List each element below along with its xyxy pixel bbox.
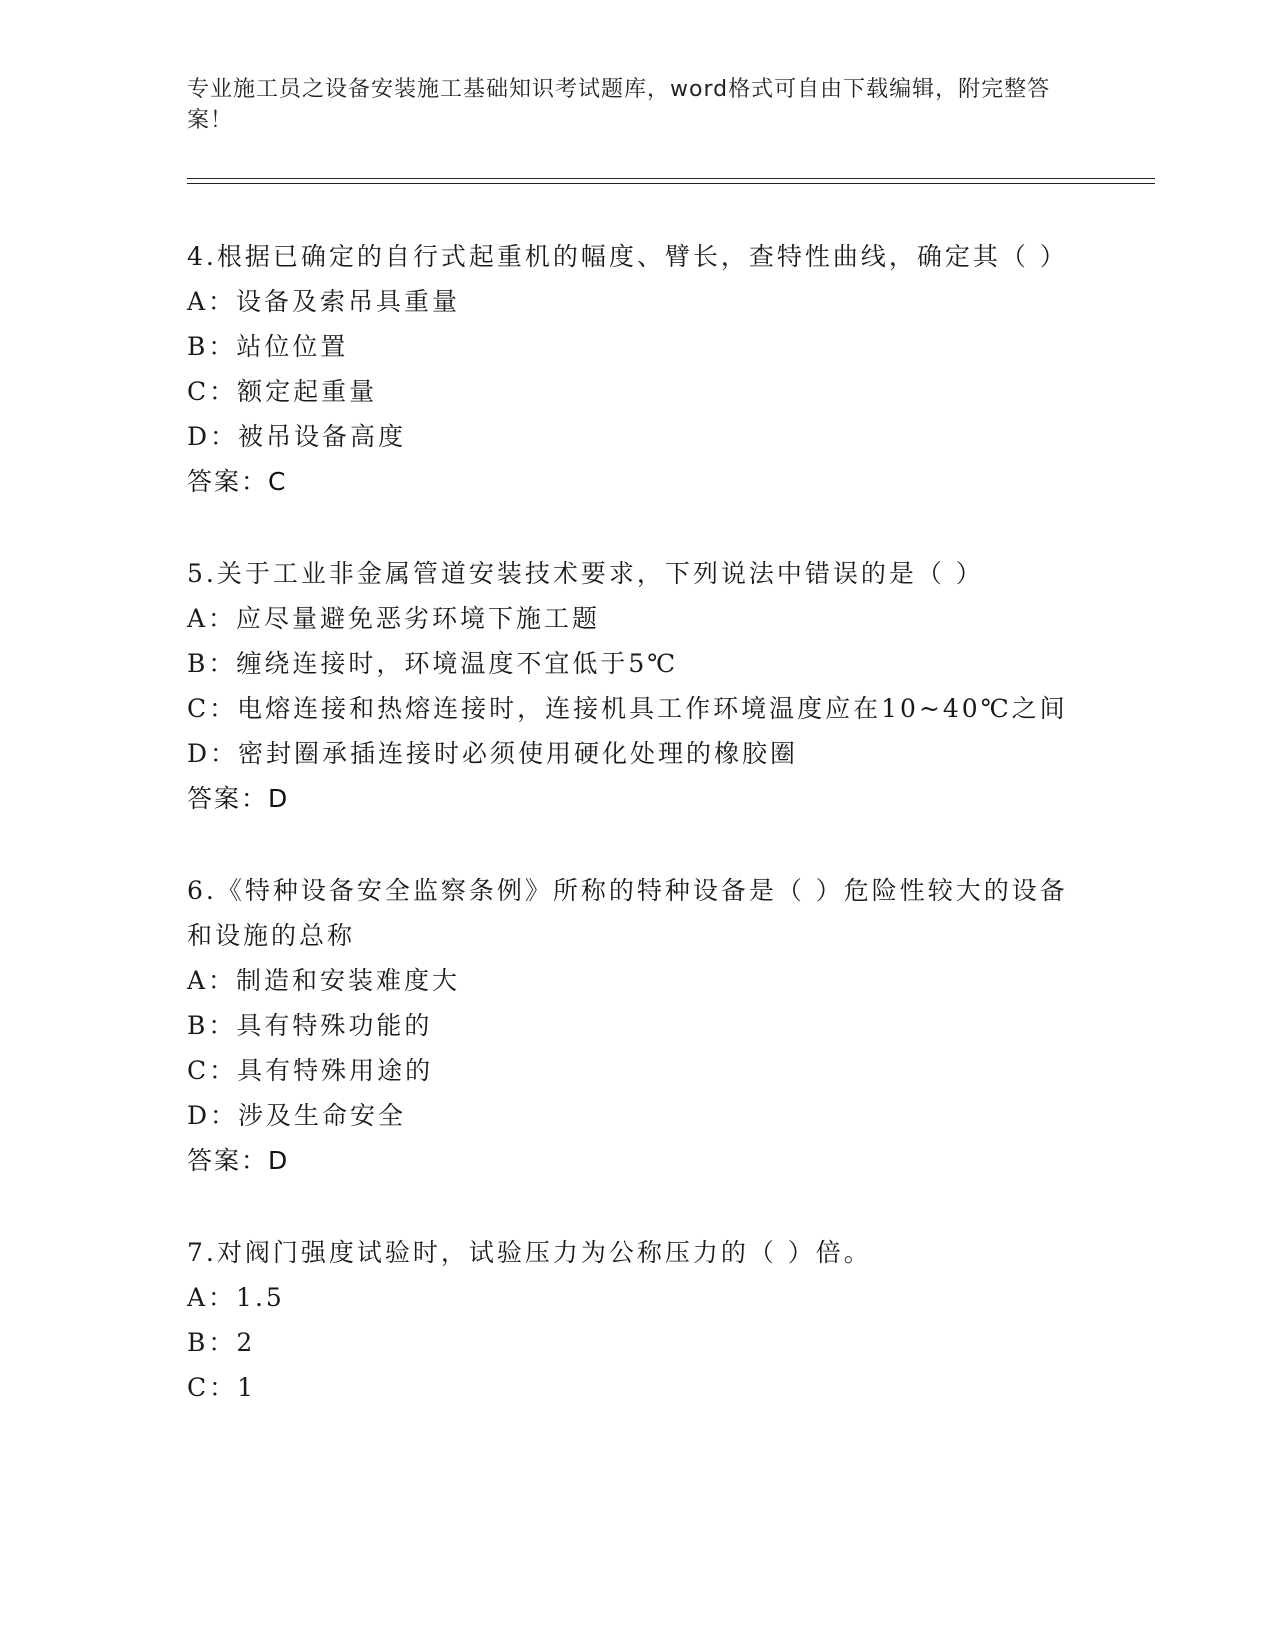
header-rule-top [187,178,1155,179]
option-b: B：2 [187,1328,256,1357]
option-c: C：1 [187,1373,257,1402]
document-header: 专业施工员之设备安装施工基础知识考试题库，word格式可自由下载编辑，附完整答案！ [187,77,1051,133]
option-c: C：具有特殊用途的 [187,1056,434,1085]
option-b: B：站位位置 [187,332,349,361]
option-b: B：具有特殊功能的 [187,1011,433,1040]
option-d: D：被吊设备高度 [187,422,407,451]
option-a: A：制造和安装难度大 [187,966,461,995]
option-b: B：缠绕连接时，环境温度不宜低于5℃ [187,649,679,678]
question-text: 7.对阀门强度试验时，试验压力为公称压力的（ ）倍。 [187,1238,872,1267]
option-c: C：电熔连接和热熔连接时，连接机具工作环境温度应在10~40℃之间 [187,694,1068,723]
question-text: 4.根据已确定的自行式起重机的幅度、臂长，查特性曲线，确定其（ ） [187,242,1068,271]
question-7 [187,1230,1087,1410]
answer-label: 答案：D [187,1146,290,1175]
option-a: A：应尽量避免恶劣环境下施工题 [187,604,601,633]
question-list [187,234,1087,1457]
header-rule-bottom [187,183,1155,184]
option-d: D：密封圈承插连接时必须使用硬化处理的橡胶圈 [187,739,799,768]
answer-label: 答案：D [187,784,290,813]
question-text: 5.关于工业非金属管道安装技术要求，下列说法中错误的是（ ） [187,559,984,588]
question-text: 6.《特种设备安全监察条例》所称的特种设备是（ ）危险性较大的设备和设施的总称 [187,876,1068,950]
option-d: D：涉及生命安全 [187,1101,407,1130]
option-c: C：额定起重量 [187,377,378,406]
option-a: A：设备及索吊具重量 [187,287,461,316]
question-6 [187,868,1087,1183]
question-4 [187,234,1087,504]
answer-label: 答案：C [187,467,288,496]
option-a: A：1.5 [187,1283,285,1312]
question-5 [187,551,1087,821]
